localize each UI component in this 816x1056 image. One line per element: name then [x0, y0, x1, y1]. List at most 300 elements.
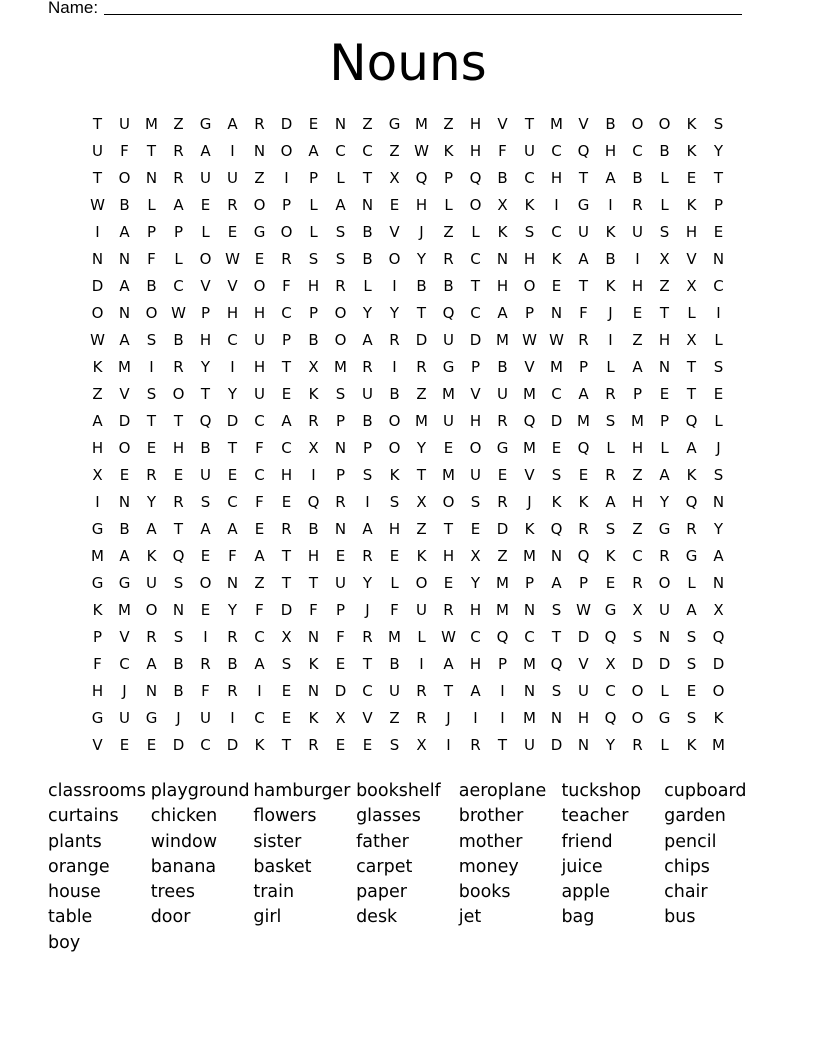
grid-cell: X — [335, 709, 346, 727]
grid-cell: N — [658, 358, 671, 376]
grid-cell: A — [686, 601, 697, 619]
grid-cell: I — [230, 142, 235, 160]
grid-cell: R — [173, 493, 184, 511]
word-bank-item: sister — [253, 831, 302, 852]
grid-cell: O — [118, 439, 131, 457]
grid-cell: M — [523, 385, 536, 403]
grid-cell: Z — [254, 169, 265, 187]
grid-cell: K — [389, 466, 400, 484]
grid-cell: I — [392, 277, 397, 295]
grid-cell: P — [281, 331, 292, 349]
grid-cell: U — [497, 385, 508, 403]
grid-cell: K — [416, 547, 427, 565]
word-bank-item: train — [253, 882, 295, 903]
grid-cell: N — [550, 709, 563, 727]
grid-cell: R — [227, 682, 238, 700]
grid-cell: H — [469, 601, 482, 619]
grid-cell: T — [362, 169, 373, 187]
grid-cell: P — [362, 439, 373, 457]
grid-cell: S — [146, 331, 157, 349]
grid-cell: D — [577, 628, 590, 646]
word-bank-item: money — [458, 856, 519, 877]
grid-cell: R — [362, 547, 373, 565]
grid-cell: T — [173, 520, 184, 538]
grid-cell: Q — [415, 169, 428, 187]
grid-cell: C — [254, 709, 265, 727]
grid-cell: U — [578, 682, 589, 700]
grid-cell: Z — [659, 277, 670, 295]
grid-cell: N — [523, 601, 536, 619]
grid-cell: J — [365, 601, 370, 619]
grid-cell: E — [200, 196, 211, 214]
grid-row — [84, 192, 732, 219]
grid-cell: O — [334, 331, 347, 349]
grid-cell: V — [470, 385, 481, 403]
grid-cell: D — [226, 412, 239, 430]
grid-cell: E — [632, 304, 643, 322]
grid-cell: B — [497, 169, 508, 187]
grid-cell: S — [551, 601, 562, 619]
grid-cell: G — [91, 574, 104, 592]
grid-cell: O — [469, 196, 482, 214]
grid-cell: Y — [389, 304, 400, 322]
grid-cell: O — [658, 574, 671, 592]
grid-cell: C — [524, 169, 535, 187]
grid-cell: D — [118, 412, 131, 430]
grid-cell: R — [200, 655, 211, 673]
grid-cell: Z — [254, 574, 265, 592]
grid-cell: R — [632, 196, 643, 214]
grid-cell: T — [173, 412, 184, 430]
grid-cell: N — [361, 196, 374, 214]
grid-cell: H — [280, 466, 293, 484]
grid-cell: M — [523, 655, 536, 673]
grid-cell: Y — [362, 574, 373, 592]
grid-cell: A — [281, 412, 292, 430]
grid-cell: B — [659, 142, 670, 160]
grid-cell: E — [308, 115, 319, 133]
grid-row — [84, 219, 732, 246]
grid-cell: P — [578, 574, 589, 592]
grid-cell: A — [308, 142, 319, 160]
grid-cell: I — [230, 709, 235, 727]
word-bank-item: jet — [458, 907, 482, 928]
word-bank-item: tuckshop — [561, 781, 642, 801]
grid-row — [84, 678, 732, 705]
grid-cell: L — [687, 574, 696, 592]
grid-cell: K — [308, 385, 319, 403]
grid-cell: R — [389, 331, 400, 349]
grid-cell: U — [200, 466, 211, 484]
grid-cell: S — [713, 466, 724, 484]
grid-cell: E — [146, 736, 157, 754]
grid-cell: I — [365, 493, 370, 511]
grid-cell: N — [118, 250, 131, 268]
grid-cell: Z — [416, 520, 427, 538]
word-bank — [48, 779, 768, 956]
grid-cell: L — [363, 277, 372, 295]
grid-row — [84, 354, 732, 381]
grid-cell: M — [442, 385, 455, 403]
grid-cell: X — [470, 547, 481, 565]
grid-cell: Q — [577, 547, 590, 565]
grid-cell: A — [254, 655, 265, 673]
grid-cell: U — [92, 142, 103, 160]
grid-cell: K — [686, 736, 697, 754]
grid-cell: P — [335, 412, 346, 430]
grid-cell: J — [419, 223, 424, 241]
grid-cell: K — [308, 655, 319, 673]
grid-cell: K — [443, 142, 454, 160]
grid-cell: T — [443, 520, 454, 538]
grid-cell: U — [254, 385, 265, 403]
grid-cell: E — [470, 520, 481, 538]
grid-cell: R — [497, 412, 508, 430]
word-bank-item: playground — [150, 781, 250, 801]
grid-cell: M — [712, 736, 725, 754]
grid-cell: I — [284, 169, 289, 187]
grid-cell: G — [118, 574, 131, 592]
grid-cell: M — [415, 412, 428, 430]
grid-cell: M — [334, 358, 347, 376]
grid-cell: D — [550, 412, 563, 430]
grid-cell: I — [635, 250, 640, 268]
grid-cell: B — [227, 655, 238, 673]
grid-cell: Y — [470, 574, 481, 592]
grid-cell: H — [253, 304, 266, 322]
grid-cell: N — [334, 520, 347, 538]
word-bank-item: pencil — [664, 831, 717, 852]
grid-cell: H — [685, 223, 698, 241]
grid-cell: R — [578, 331, 589, 349]
name-write-line — [104, 14, 742, 15]
grid-cell: C — [470, 304, 481, 322]
grid-cell: X — [686, 277, 697, 295]
grid-cell: P — [578, 358, 589, 376]
grid-cell: F — [579, 304, 588, 322]
grid-cell: H — [307, 547, 320, 565]
grid-cell: Q — [307, 493, 320, 511]
grid-cell: Q — [172, 547, 185, 565]
grid-cell: S — [551, 682, 562, 700]
grid-cell: H — [226, 304, 239, 322]
grid-cell: R — [605, 466, 616, 484]
grid-cell: M — [118, 601, 131, 619]
grid-cell: R — [416, 709, 427, 727]
grid-cell: L — [201, 223, 210, 241]
grid-cell: U — [416, 601, 427, 619]
grid-cell: O — [199, 250, 212, 268]
grid-cell: E — [443, 574, 454, 592]
grid-cell: E — [551, 277, 562, 295]
grid-cell: W — [576, 601, 591, 619]
grid-cell: F — [498, 142, 507, 160]
grid-cell: O — [91, 304, 104, 322]
grid-cell: C — [551, 223, 562, 241]
grid-row — [84, 381, 732, 408]
grid-cell: H — [415, 196, 428, 214]
grid-cell: E — [119, 466, 130, 484]
grid-cell: O — [658, 115, 671, 133]
grid-cell: Z — [632, 520, 643, 538]
word-bank-item: house — [48, 882, 101, 903]
grid-row — [84, 651, 732, 678]
grid-cell: V — [497, 115, 508, 133]
grid-cell: T — [686, 358, 697, 376]
grid-cell: H — [172, 439, 185, 457]
grid-cell: I — [500, 709, 505, 727]
grid-cell: K — [524, 196, 535, 214]
word-bank-item: flowers — [253, 806, 317, 827]
grid-cell: K — [146, 547, 157, 565]
grid-cell: F — [309, 601, 318, 619]
grid-cell: L — [660, 439, 669, 457]
word-bank-item: classrooms — [48, 781, 146, 801]
grid-cell: I — [95, 493, 100, 511]
grid-cell: A — [686, 439, 697, 457]
grid-cell: N — [334, 115, 347, 133]
grid-cell: N — [118, 304, 131, 322]
grid-cell: E — [659, 385, 670, 403]
grid-cell: K — [605, 223, 616, 241]
grid-cell: D — [280, 601, 293, 619]
grid-cell: H — [91, 682, 104, 700]
grid-cell: A — [632, 358, 643, 376]
grid-cell: E — [389, 547, 400, 565]
grid-cell: J — [527, 493, 532, 511]
word-bank-item: cupboard — [664, 781, 747, 801]
grid-cell: S — [470, 493, 481, 511]
grid-cell: H — [442, 547, 455, 565]
grid-cell: A — [713, 547, 724, 565]
grid-cell: F — [255, 601, 264, 619]
grid-cell: Y — [713, 142, 724, 160]
grid-cell: K — [92, 601, 103, 619]
grid-cell: C — [281, 439, 292, 457]
grid-cell: I — [716, 304, 721, 322]
word-bank-item: chair — [664, 882, 708, 903]
grid-cell: X — [659, 250, 670, 268]
grid-cell: F — [228, 547, 237, 565]
grid-cell: P — [281, 196, 292, 214]
grid-cell: T — [92, 115, 103, 133]
grid-cell: N — [712, 250, 725, 268]
grid-cell: L — [606, 439, 615, 457]
grid-cell: G — [658, 709, 671, 727]
grid-cell: O — [469, 439, 482, 457]
grid-cell: K — [578, 493, 589, 511]
grid-cell: B — [389, 385, 400, 403]
grid-cell: R — [281, 520, 292, 538]
grid-cell: A — [551, 574, 562, 592]
grid-cell: X — [308, 439, 319, 457]
grid-cell: G — [253, 223, 266, 241]
grid-cell: H — [658, 331, 671, 349]
grid-cell: D — [658, 655, 671, 673]
grid-cell: B — [416, 277, 427, 295]
grid-cell: T — [146, 142, 157, 160]
grid-cell: F — [120, 142, 129, 160]
grid-cell: P — [308, 169, 319, 187]
grid-cell: T — [92, 169, 103, 187]
grid-cell: M — [496, 601, 509, 619]
grid-cell: I — [95, 223, 100, 241]
grid-cell: M — [496, 574, 509, 592]
grid-cell: Q — [550, 655, 563, 673]
word-bank-item: boy — [48, 932, 81, 953]
grid-cell: Z — [497, 547, 508, 565]
grid-cell: R — [686, 520, 697, 538]
grid-cell: L — [606, 358, 615, 376]
grid-cell: H — [631, 277, 644, 295]
grid-cell: G — [442, 358, 455, 376]
word-bank-item: window — [150, 831, 218, 852]
grid-cell: S — [605, 520, 616, 538]
grid-cell: U — [335, 574, 346, 592]
grid-cell: E — [335, 736, 346, 754]
grid-cell: Y — [200, 358, 211, 376]
word-bank-item: chips — [664, 856, 710, 877]
grid-cell: N — [550, 547, 563, 565]
grid-cell: M — [631, 412, 644, 430]
grid-cell: W — [522, 331, 537, 349]
name-label: Name: — [48, 0, 99, 17]
grid-cell: K — [524, 520, 535, 538]
grid-cell: O — [442, 493, 455, 511]
grid-cell: N — [307, 682, 320, 700]
grid-cell: C — [200, 736, 211, 754]
grid-cell: M — [91, 547, 104, 565]
grid-cell: D — [631, 655, 644, 673]
grid-cell: F — [147, 250, 156, 268]
grid-cell: H — [631, 439, 644, 457]
grid-cell: H — [469, 655, 482, 673]
grid-cell: T — [713, 169, 724, 187]
grid-row — [84, 246, 732, 273]
grid-cell: N — [577, 736, 590, 754]
word-bank-item: curtains — [48, 806, 119, 827]
grid-cell: S — [173, 628, 184, 646]
grid-row — [84, 138, 732, 165]
grid-cell: O — [631, 115, 644, 133]
grid-cell: V — [92, 736, 103, 754]
grid-cell: K — [605, 277, 616, 295]
grid-cell: I — [257, 682, 262, 700]
grid-cell: E — [281, 493, 292, 511]
grid-cell: E — [389, 196, 400, 214]
grid-cell: N — [172, 601, 185, 619]
grid-row — [84, 705, 732, 732]
grid-cell: B — [443, 277, 454, 295]
grid-cell: H — [388, 520, 401, 538]
grid-cell: C — [254, 466, 265, 484]
grid-cell: M — [523, 709, 536, 727]
grid-cell: V — [200, 277, 211, 295]
grid-cell: F — [255, 439, 264, 457]
grid-cell: L — [309, 223, 318, 241]
word-bank-item: garden — [664, 806, 726, 827]
grid-cell: E — [335, 547, 346, 565]
grid-cell: T — [227, 439, 238, 457]
grid-cell: O — [388, 439, 401, 457]
grid-cell: Z — [173, 115, 184, 133]
grid-cell: B — [200, 439, 211, 457]
grid-cell: O — [280, 223, 293, 241]
grid-cell: I — [473, 709, 478, 727]
grid-cell: F — [93, 655, 102, 673]
grid-cell: T — [686, 385, 697, 403]
grid-cell: H — [496, 277, 509, 295]
grid-cell: A — [119, 277, 130, 295]
grid-cell: R — [443, 250, 454, 268]
grid-cell: O — [172, 385, 185, 403]
grid-cell: G — [496, 439, 509, 457]
grid-cell: I — [419, 655, 424, 673]
grid-cell: W — [171, 304, 186, 322]
grid-cell: X — [497, 196, 508, 214]
grid-cell: C — [227, 331, 238, 349]
grid-cell: L — [174, 250, 183, 268]
grid-cell: N — [658, 628, 671, 646]
grid-cell: R — [173, 169, 184, 187]
grid-cell: T — [200, 385, 211, 403]
grid-cell: D — [280, 115, 293, 133]
word-bank-item: apple — [561, 882, 611, 903]
grid-cell: Q — [604, 709, 617, 727]
grid-cell: Y — [146, 493, 157, 511]
grid-cell: A — [470, 682, 481, 700]
grid-cell: E — [200, 601, 211, 619]
grid-cell: S — [362, 466, 373, 484]
grid-cell: F — [282, 277, 291, 295]
grid-cell: A — [227, 115, 238, 133]
word-bank-item: juice — [561, 856, 603, 877]
grid-cell: S — [389, 493, 400, 511]
grid-cell: E — [686, 169, 697, 187]
grid-cell: I — [149, 358, 154, 376]
grid-cell: I — [446, 736, 451, 754]
word-bank-item: hamburger — [253, 781, 351, 801]
grid-cell: R — [308, 412, 319, 430]
grid-cell: H — [253, 358, 266, 376]
grid-cell: P — [200, 304, 211, 322]
word-bank-item: table — [48, 907, 93, 928]
word-bank-item: mother — [458, 831, 523, 852]
word-bank-item: trees — [150, 882, 196, 903]
grid-cell: O — [280, 142, 293, 160]
grid-cell: R — [146, 628, 157, 646]
grid-cell: M — [388, 628, 401, 646]
grid-cell: Y — [659, 493, 670, 511]
grid-cell: U — [632, 223, 643, 241]
word-bank-item: carpet — [356, 856, 413, 877]
grid-row — [84, 597, 732, 624]
grid-cell: Y — [605, 736, 616, 754]
grid-cell: Q — [604, 628, 617, 646]
grid-cell: H — [631, 493, 644, 511]
grid-cell: T — [578, 277, 589, 295]
word-bank-item: girl — [253, 907, 282, 928]
grid-cell: H — [550, 169, 563, 187]
word-bank-item: desk — [356, 907, 398, 928]
grid-cell: T — [659, 304, 670, 322]
grid-cell: E — [281, 709, 292, 727]
grid-cell: H — [469, 412, 482, 430]
grid-cell: A — [497, 304, 508, 322]
grid-cell: A — [119, 547, 130, 565]
grid-cell: Z — [389, 709, 400, 727]
grid-cell: E — [281, 385, 292, 403]
